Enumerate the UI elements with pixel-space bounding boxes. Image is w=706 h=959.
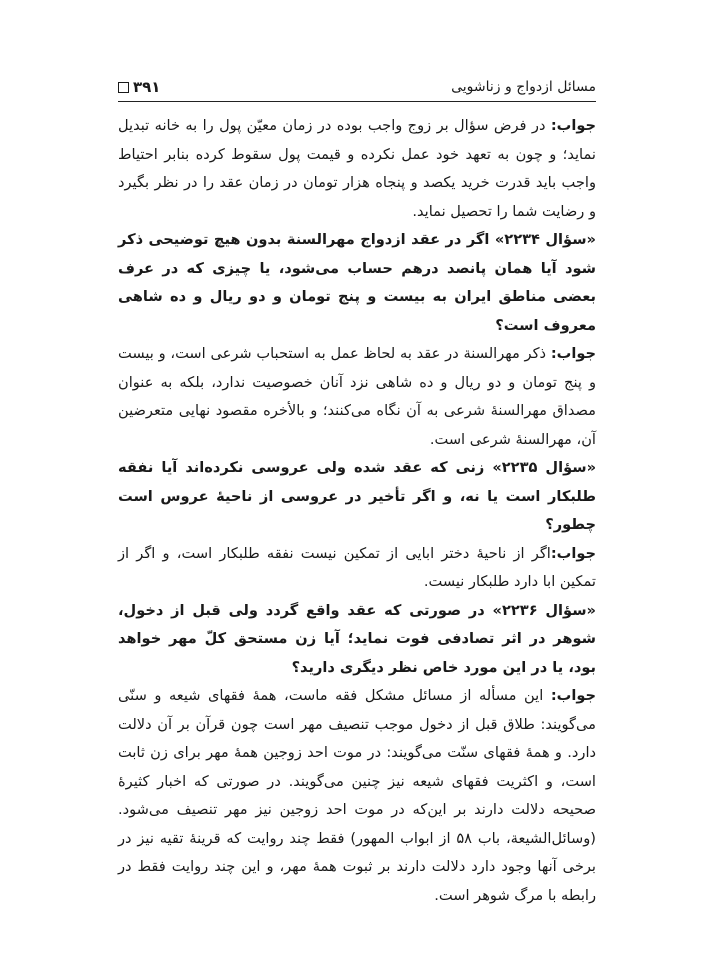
question-paragraph	[118, 597, 596, 683]
question-label: «سؤال ۲۲۳۴»	[494, 231, 596, 248]
answer-label: جواب:	[550, 117, 596, 134]
header-divider	[118, 101, 596, 102]
running-header	[118, 66, 596, 100]
answer-text: اگر از ناحیهٔ دختر ابایی از تمکین نیست نفقه طلبکار است، و اگر از تمکین ابا دارد طلبکار نیست.	[118, 544, 596, 590]
question-label: «سؤال ۲۲۳۵»	[492, 459, 596, 476]
answer-label: جواب:	[550, 687, 596, 704]
running-header-title: مسائل ازدواج و زناشویی	[451, 79, 596, 95]
square-ornament-icon	[118, 82, 129, 93]
answer-label: جواب:	[550, 544, 596, 562]
page-number-text: ۳۹۱	[133, 78, 161, 96]
answer-label: جواب:	[550, 345, 596, 362]
answer-paragraph	[118, 340, 596, 454]
answer-paragraph	[118, 682, 596, 910]
question-paragraph	[118, 226, 596, 340]
question-text: زنی که عقد شده ولی عروسی نکرده‌اند آیا نفقه طلبکار است یا نه، و اگر تأخیر در عروسی از ناحیهٔ عروس است چطور؟	[118, 459, 596, 533]
answer-text: ذکر مهرالسنة در عقد به لحاظ عمل به استحباب شرعی است، و بیست و پنج تومان و دو ریال و ده شاهی نزد آنان خصوصیت ندارد، بلکه به عنوان مصداق مهرالسنهٔ شرعی به آن نگاه می‌کنند؛ و بالأخره مقصود نهایی متعرضین آن، مهرالسنهٔ شرعی است.	[118, 345, 596, 448]
answer-paragraph	[118, 112, 596, 226]
page-number	[118, 77, 160, 100]
answer-paragraph	[118, 540, 596, 597]
page-body	[118, 112, 596, 910]
question-text: اگر در عقد ازدواج مهرالسنة بدون هیچ توضیحی ذکر شود آیا همان پانصد درهم حساب می‌شود، یا چیزی که در عرف بعضی مناطق ایران به بیست و پنج تومان و دو ریال و ده شاهی معروف است؟	[118, 231, 596, 334]
question-paragraph	[118, 454, 596, 540]
answer-text: در فرض سؤال بر زوج واجب بوده در زمان معیّن پول را به خانه تبدیل نماید؛ و چون به تعهد خود عمل نکرده و قیمت پول سقوط کرده بنابر احتیاط واجب باید قدرت خرید یکصد و پنجاه هزار تومان در زمان عقد را در نظر بگیرد و رضایت شما را تحصیل نماید.	[118, 117, 596, 220]
question-text: در صورتی که عقد واقع گردد ولی قبل از دخول، شوهر در اثر تصادفی فوت نماید؛ آیا زن مستحق کلّ مهر خواهد بود، یا در این مورد خاص نظر دیگری دارید؟	[118, 601, 596, 676]
question-label: «سؤال ۲۲۳۶»	[492, 601, 596, 619]
answer-text: این مسأله از مسائل مشکل فقه ماست، همهٔ فقهای شیعه و سنّی می‌گویند: طلاق قبل از دخول موجب تنصیف مهر است چون قرآن بر آن دلالت دارد. و همهٔ فقهای سنّت می‌گویند: در موت احد زوجین همهٔ مهر برای زن ثابت است، و اکثریت فقهای شیعه نیز چنین می‌گویند. در صورتی که اخبار کثیرهٔ صحیحه دلالت دارند بر این‌که در موت احد زوجین نیز مهر تنصیف می‌شود. (وسائل‌الشیعة، باب ۵۸ از ابواب المهور) فقط چند روایت که قرینهٔ تقیه نیز در برخی آنها وجود دارد دلالت دارند بر ثبوت همهٔ مهر، و این چند روایت فقط در رابطه با مرگ شوهر است.	[118, 687, 596, 904]
